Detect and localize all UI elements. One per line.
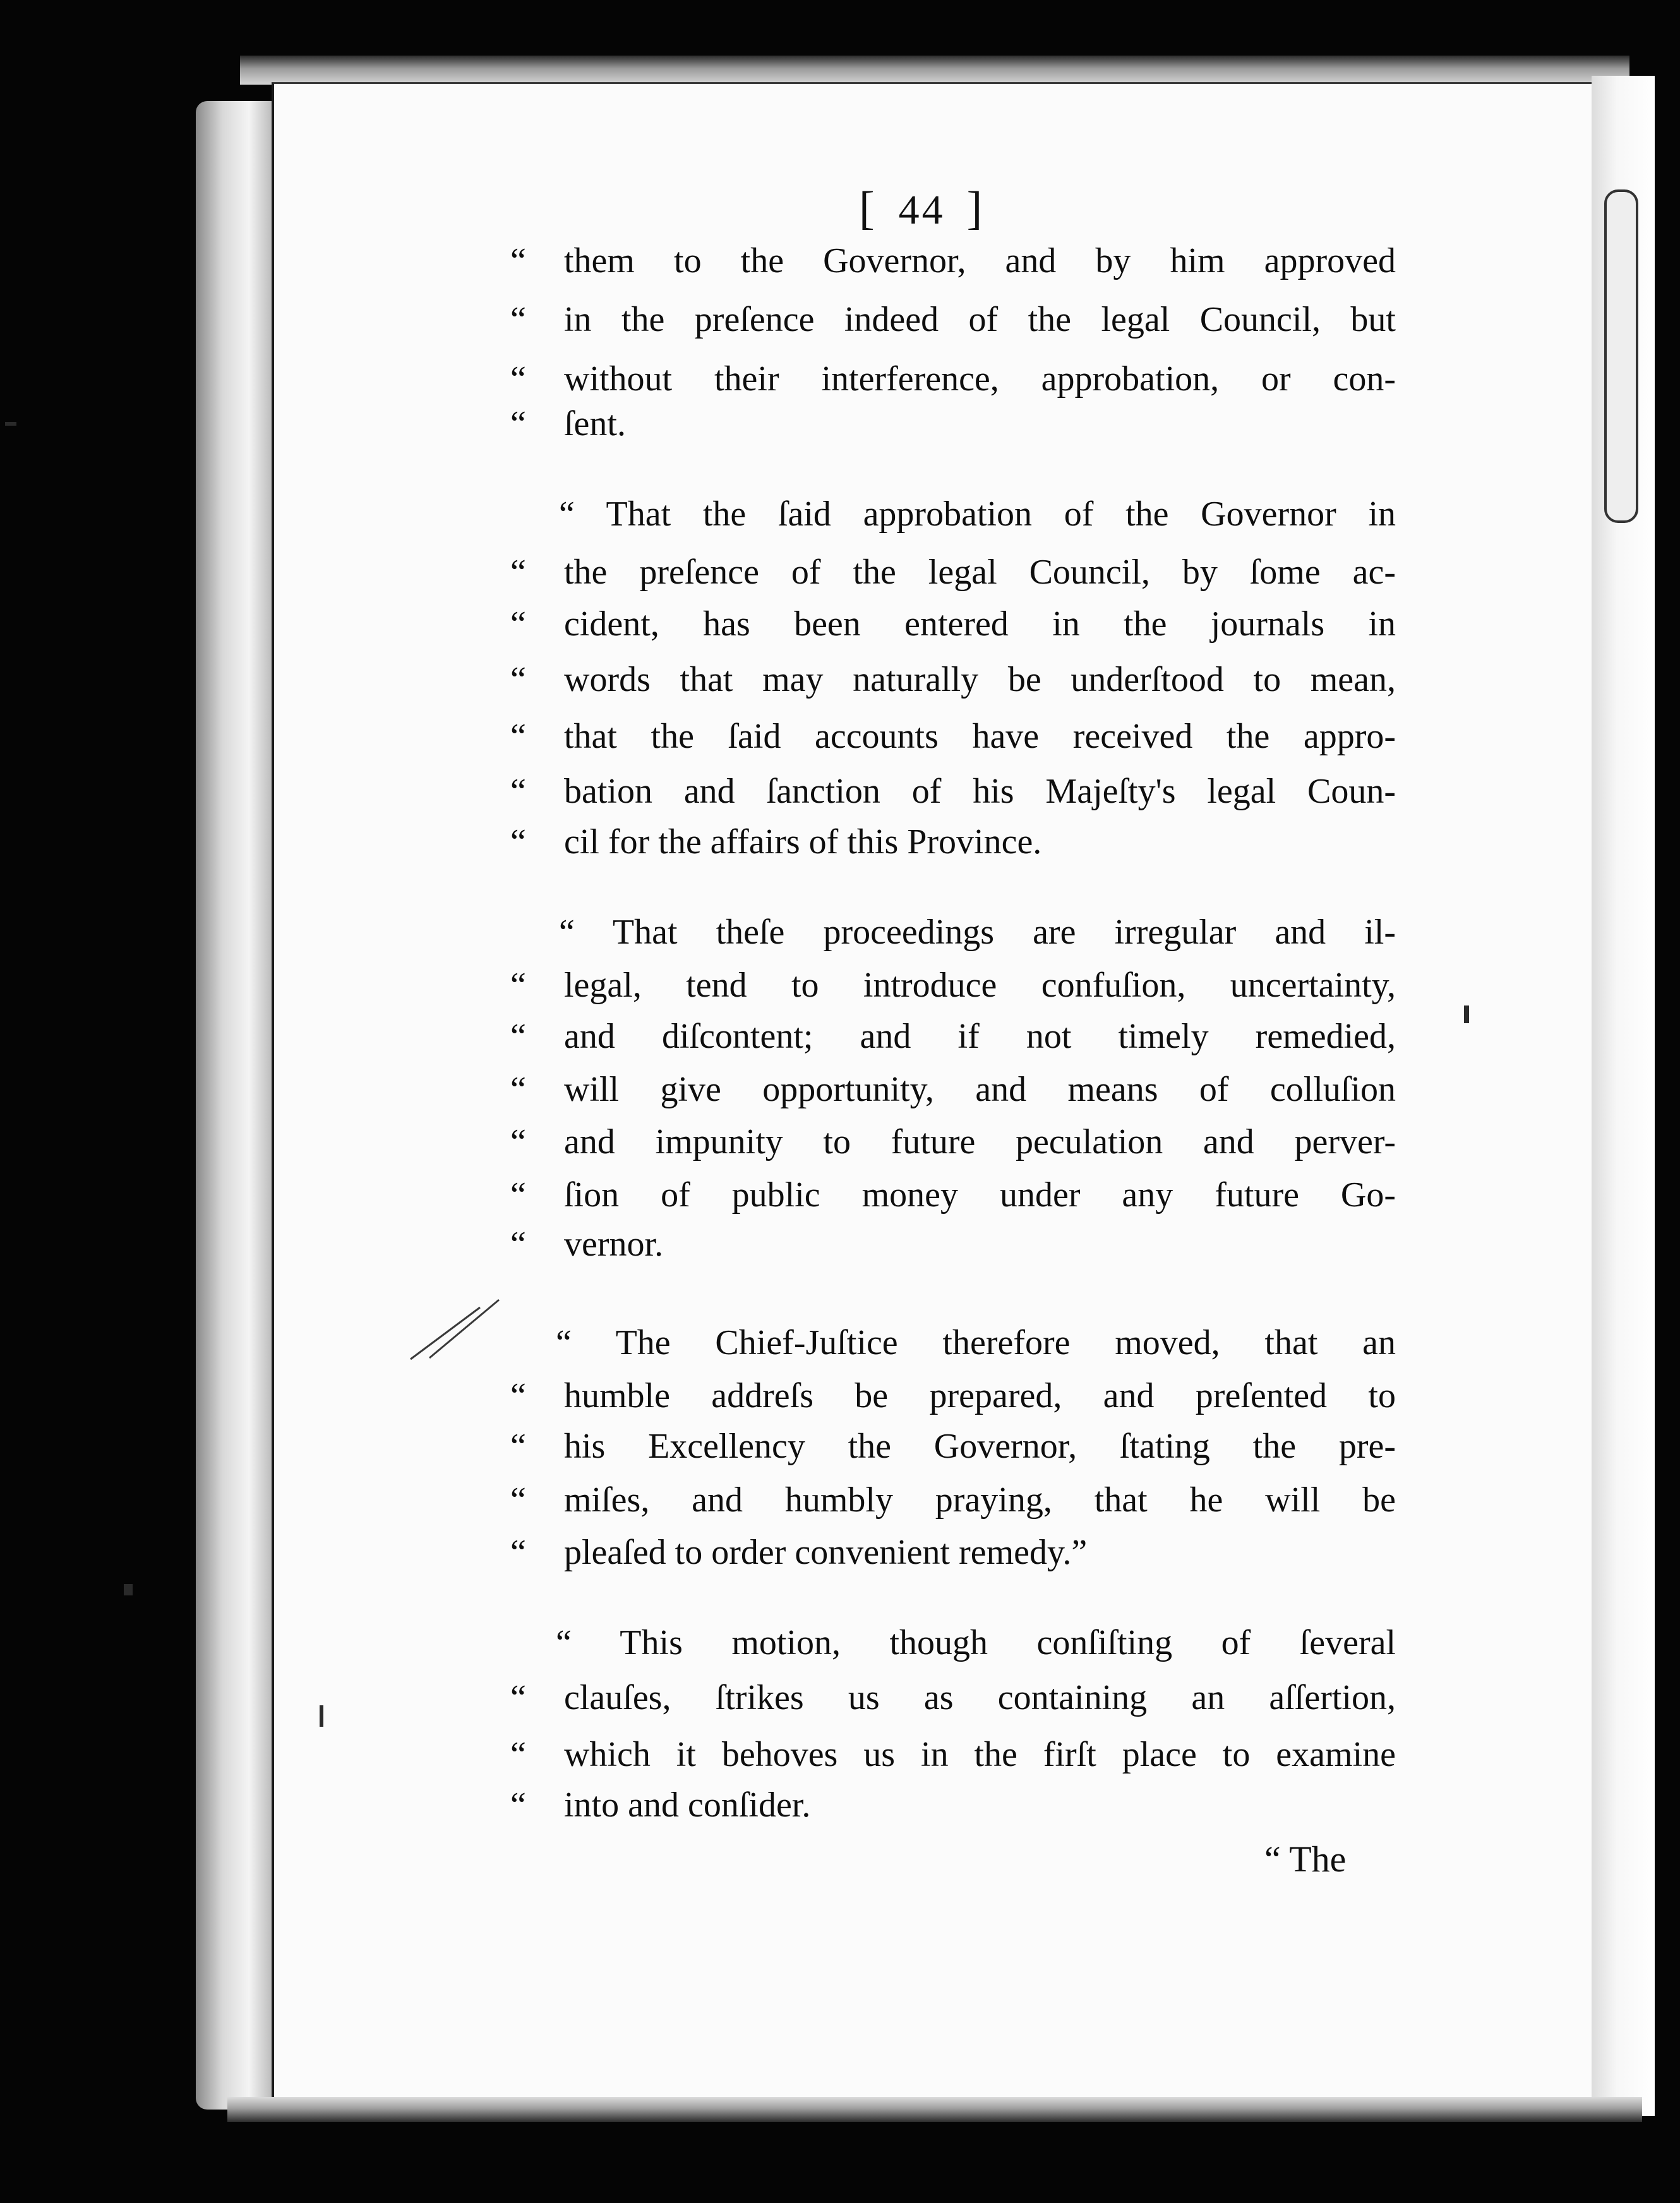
line-text: the preſence of the legal Council, by ſome ac- <box>564 553 1396 592</box>
line-text: and diſcontent; and if not timely remedied, <box>564 1017 1396 1056</box>
text-line <box>0 1618 1680 1668</box>
text-line <box>0 817 1680 867</box>
line-quote-mark: “ <box>510 1735 526 1774</box>
line-quote-mark: “ <box>510 660 526 699</box>
line-text: and impunity to future peculation and perver- <box>564 1122 1396 1162</box>
header-left-bracket: [ <box>859 183 877 234</box>
text-line <box>0 711 1680 762</box>
line-quote-mark: “ <box>510 1225 526 1264</box>
text-line <box>0 599 1680 649</box>
line-quote-mark: “ <box>510 822 526 861</box>
catchword: “ The <box>1264 1839 1347 1880</box>
text-line <box>0 547 1680 597</box>
line-text: legal, tend to introduce confuſion, uncertainty, <box>564 966 1396 1005</box>
line-quote-mark: “ <box>510 772 526 811</box>
text-line <box>0 399 1680 449</box>
line-quote-mark: “ <box>510 553 526 592</box>
line-quote-mark: “ <box>510 604 526 644</box>
line-text: clauſes, ſtrikes us as containing an aſſertion, <box>564 1678 1396 1717</box>
line-text: ſent. <box>564 404 626 443</box>
line-text: bation and ſanction of his Majeſty's legal Coun- <box>564 772 1396 811</box>
book-cover-top-edge <box>240 56 1629 85</box>
line-text: in the preſence indeed of the legal Council, but <box>564 300 1396 339</box>
text-line <box>0 766 1680 817</box>
line-quote-mark: “ <box>510 1533 526 1572</box>
line-text: that the ſaid accounts have received the appro- <box>564 717 1396 756</box>
text-line <box>0 489 1680 539</box>
text-line <box>0 1170 1680 1220</box>
text-line <box>0 1527 1680 1578</box>
book-cover-bottom-edge <box>227 2097 1642 2122</box>
line-text: will give opportunity, and means of colluſion <box>564 1070 1396 1109</box>
text-line <box>0 1672 1680 1723</box>
line-quote-mark: “ <box>510 1175 526 1215</box>
line-text: “ This motion, though conſiſting of ſeveral <box>556 1623 1396 1662</box>
line-text: them to the Governor, and by him approved <box>564 241 1396 280</box>
header-right-bracket: ] <box>966 183 985 234</box>
text-line <box>0 1011 1680 1062</box>
line-text: “ That the ſaid approbation of the Governor in <box>559 495 1396 534</box>
line-text: cident, has been entered in the journals in <box>564 604 1396 644</box>
text-line <box>0 294 1680 345</box>
line-quote-mark: “ <box>510 1376 526 1415</box>
text-line <box>0 1729 1680 1780</box>
text-line <box>0 1318 1680 1368</box>
line-quote-mark: “ <box>510 1480 526 1520</box>
text-line <box>0 1117 1680 1167</box>
text-line <box>0 654 1680 705</box>
line-quote-mark: “ <box>510 1786 526 1825</box>
line-quote-mark: “ <box>510 300 526 339</box>
line-text: miſes, and humbly praying, that he will be <box>564 1480 1396 1520</box>
line-quote-mark: “ <box>510 359 526 399</box>
line-text: his Excellency the Governor, ſtating the pre- <box>564 1427 1396 1466</box>
text-line <box>0 1219 1680 1270</box>
line-text: “ The Chief-Juſtice therefore moved, that an <box>556 1323 1396 1362</box>
line-quote-mark: “ <box>510 404 526 443</box>
line-quote-mark: “ <box>510 966 526 1005</box>
line-text: cil for the affairs of this Province. <box>564 822 1042 861</box>
line-text: humble addreſs be prepared, and preſented to <box>564 1376 1396 1415</box>
line-text: “ That theſe proceedings are irregular and il- <box>559 913 1396 952</box>
line-text: into and conſider. <box>564 1786 811 1825</box>
page-number: 44 <box>898 187 945 233</box>
text-line <box>0 1064 1680 1115</box>
scan-speck <box>124 1584 133 1595</box>
line-quote-mark: “ <box>510 241 526 280</box>
text-line <box>0 236 1680 286</box>
line-text: pleaſed to order convenient remedy.” <box>564 1533 1088 1572</box>
text-line <box>0 907 1680 957</box>
line-quote-mark: “ <box>510 717 526 756</box>
page-header <box>859 182 985 236</box>
text-line <box>0 1475 1680 1525</box>
line-quote-mark: “ <box>510 1678 526 1717</box>
line-text: ſion of public money under any future Go- <box>564 1175 1396 1215</box>
line-quote-mark: “ <box>510 1427 526 1466</box>
text-line <box>0 960 1680 1011</box>
line-text: which it behoves us in the firſt place to examine <box>564 1735 1396 1774</box>
text-line <box>0 1371 1680 1421</box>
text-line <box>0 354 1680 404</box>
line-text: without their interference, approbation, or con- <box>564 359 1396 399</box>
line-quote-mark: “ <box>510 1070 526 1109</box>
line-text: words that may naturally be underſtood to mean, <box>564 660 1396 699</box>
line-quote-mark: “ <box>510 1122 526 1162</box>
line-quote-mark: “ <box>510 1017 526 1056</box>
line-text: vernor. <box>564 1225 664 1264</box>
text-line <box>0 1421 1680 1472</box>
text-line <box>0 1780 1680 1830</box>
